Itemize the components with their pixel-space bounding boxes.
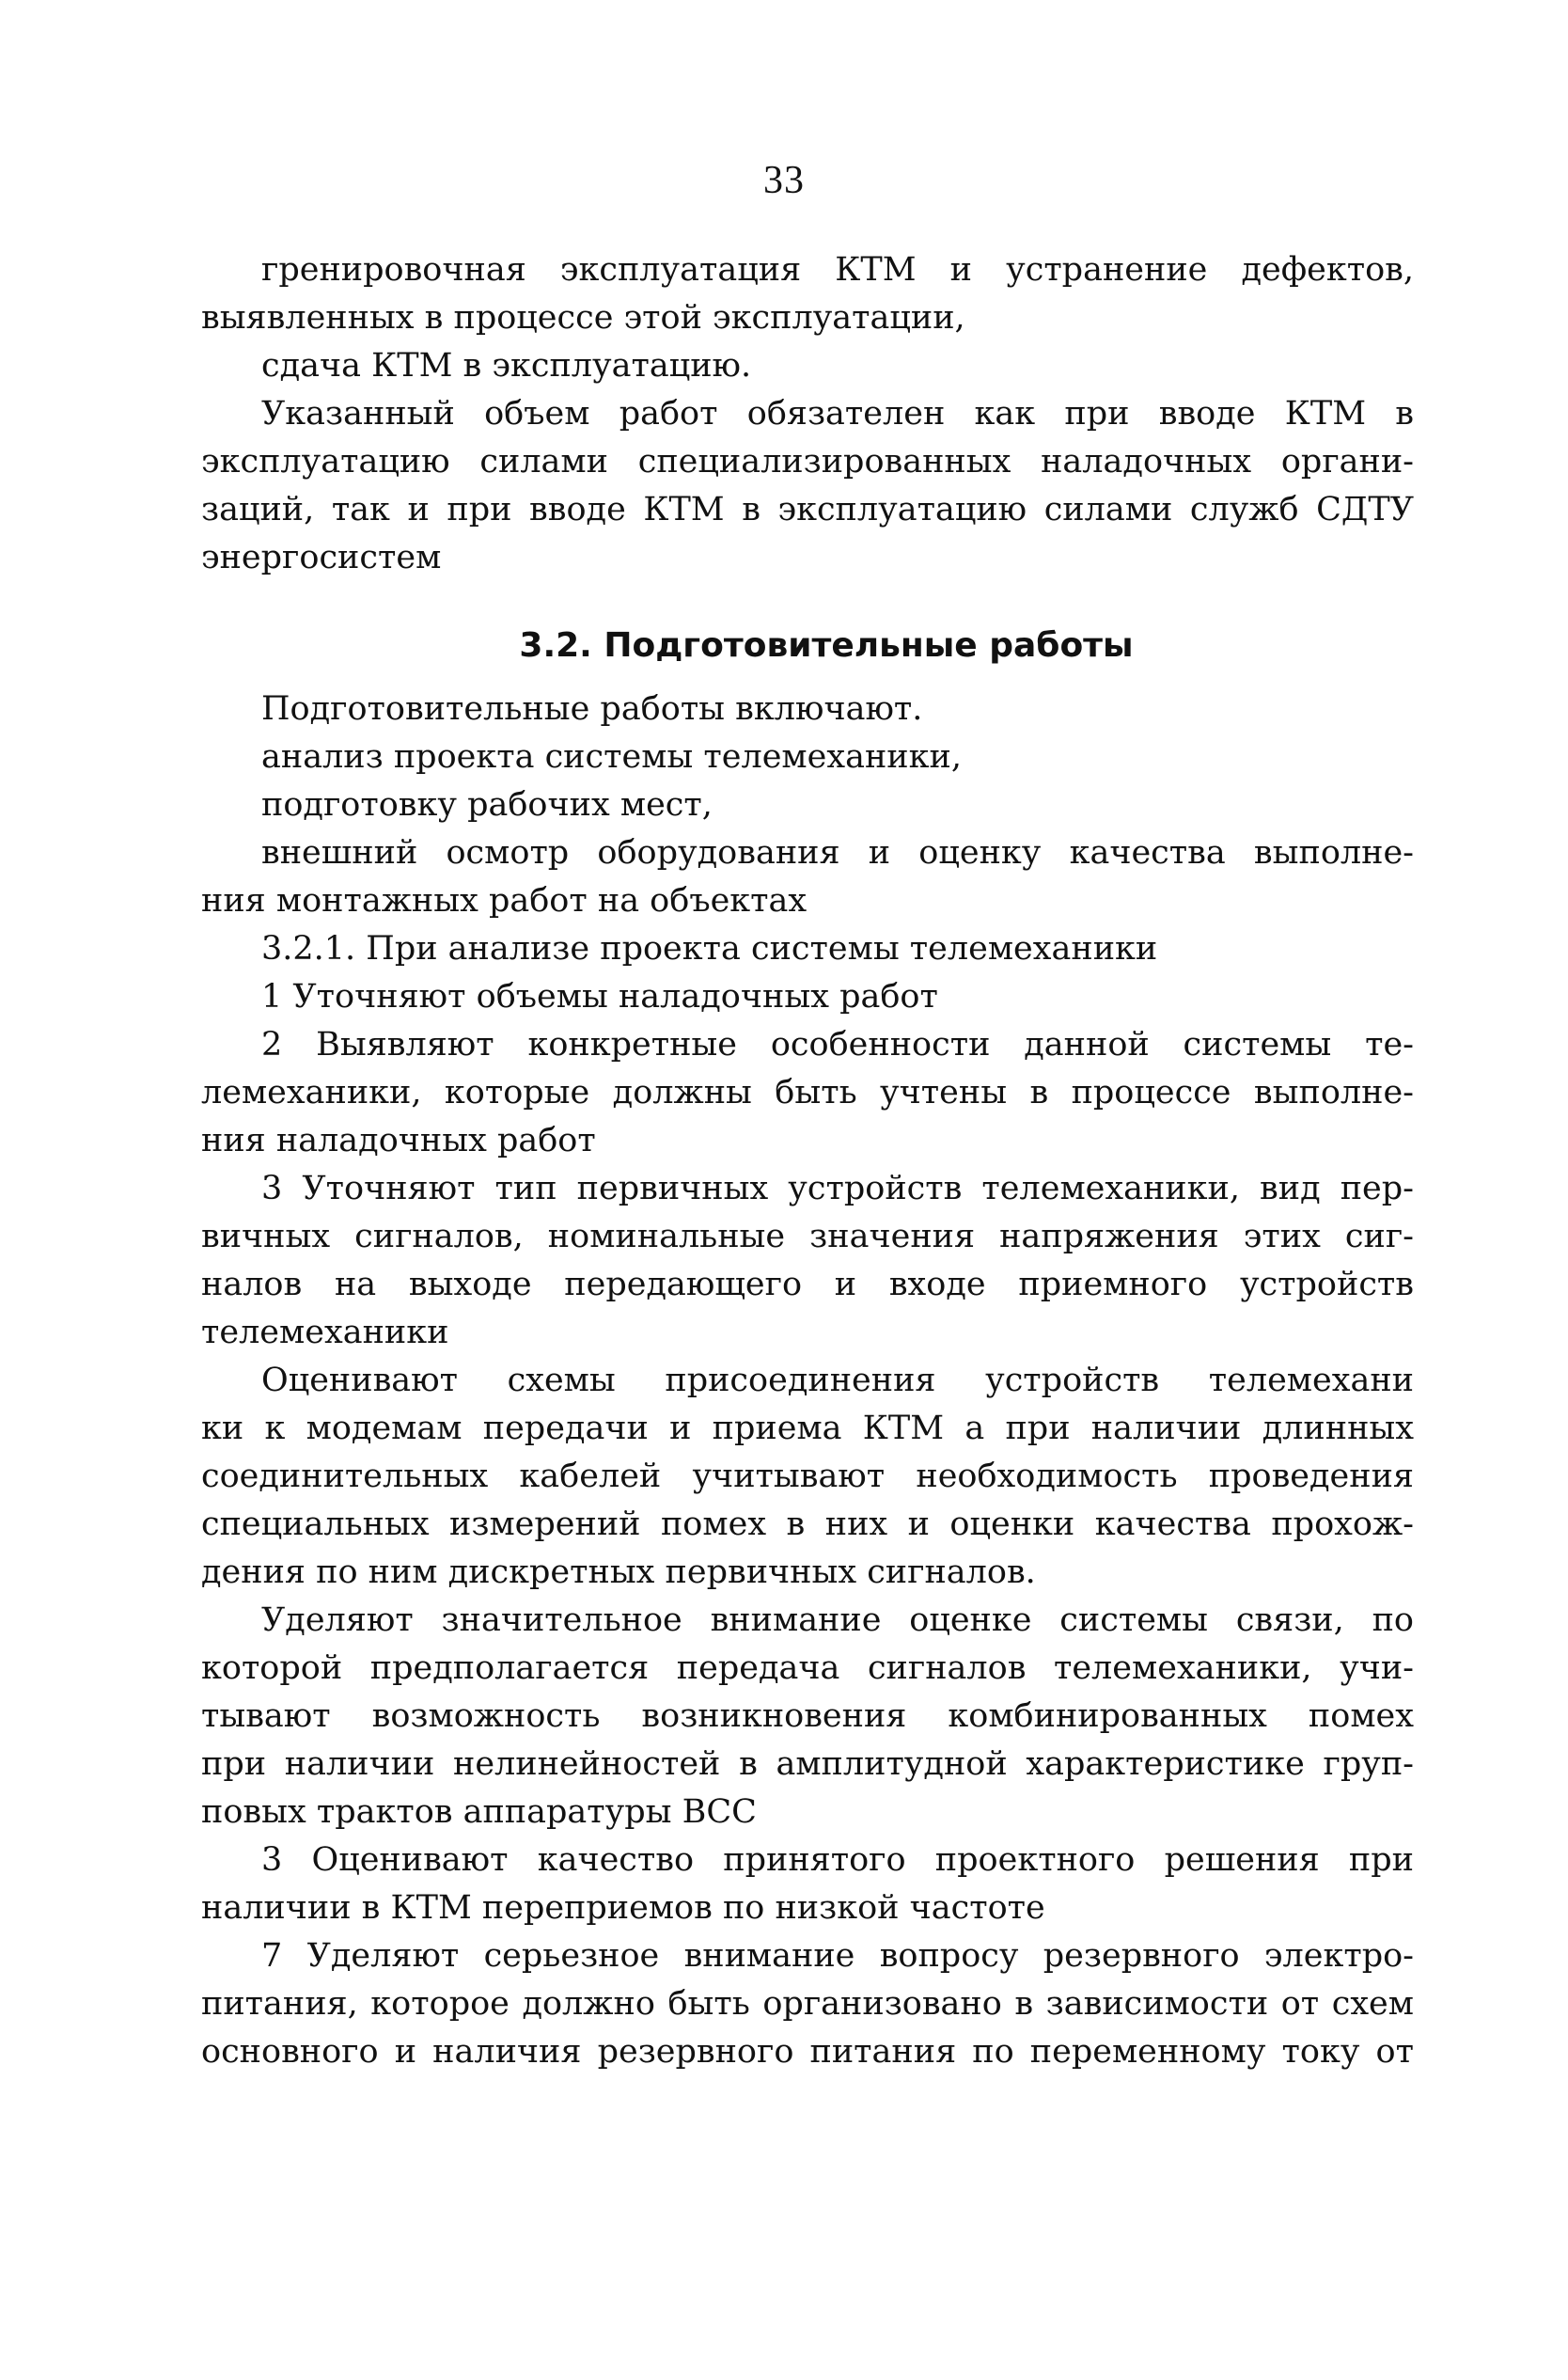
text-line: соединительных кабелей учитывают необходимость проведения [201, 1458, 1414, 1495]
text-line: налов на выходе передающего и входе приемного устройств [201, 1266, 1414, 1303]
text-line: вичных сигналов, номинальные значения напряжения этих сиг- [201, 1218, 1414, 1255]
text-line: которой предполагается передача сигналов телемеханики, учи- [201, 1649, 1414, 1687]
text-line: внешний осмотр оборудования и оценку качества выполне- [261, 834, 1414, 872]
text-line: Уделяют значительное внимание оценке системы связи, по [261, 1601, 1414, 1639]
text-line: специальных измерений помех в них и оценки качества прохож- [201, 1505, 1414, 1543]
text-line: 3 Оценивают качество принятого проектного решения при [261, 1841, 1414, 1879]
text-line: лемеханики, которые должны быть учтены в процессе выполне- [201, 1074, 1414, 1111]
text-line: 3 Уточняют тип первичных устройств телемеханики, вид пер- [261, 1170, 1414, 1207]
section-heading: 3.2. Подготовительные работы [519, 626, 1134, 665]
paragraph-block-preparatory-works [201, 686, 1414, 2076]
text-line: ки к модемам передачи и приема КТМ а при наличии длинных [201, 1410, 1414, 1447]
text-line: 2 Выявляют конкретные особенности данной системы те- [261, 1026, 1414, 1064]
text-line: 3.2.1. При анализе проекта системы телемеханики [261, 930, 1158, 968]
text-line: Оценивают схемы присоединения устройств телемехани [261, 1362, 1414, 1399]
text-line: телемеханики [201, 1314, 449, 1351]
text-line: наличии в КТМ переприемов по низкой частоте [201, 1889, 1045, 1927]
text-line: заций, так и при вводе КТМ в эксплуатацию силами служб СДТУ [201, 491, 1414, 528]
paragraph-block-intro [201, 246, 1414, 582]
text-line: основного и наличия резервного питания по переменному току от [201, 2033, 1414, 2071]
text-line: ния монтажных работ на объектах [201, 882, 808, 920]
text-line: при наличии нелинейностей в амплитудной характеристике груп- [201, 1745, 1414, 1783]
text-line: гренировочная эксплуатация КТМ и устранение дефектов, [261, 251, 1414, 289]
page-number: 33 [763, 159, 805, 202]
text-line: питания, которое должно быть организовано в зависимости от схем [201, 1985, 1414, 2023]
text-line: дения по ним дискретных первичных сигналов. [201, 1553, 1036, 1591]
text-line: повых трактов аппаратуры ВСС [201, 1793, 757, 1831]
text-line: подготовку рабочих мест, [261, 786, 713, 824]
text-line: сдача КТМ в эксплуатацию. [261, 347, 752, 385]
text-line: энергосистем [201, 539, 442, 576]
text-line: 7 Уделяют серьезное внимание вопросу резервного электро- [261, 1937, 1414, 1975]
text-line: тывают возможность возникновения комбинированных помех [201, 1697, 1414, 1735]
page-body [201, 246, 1414, 2076]
text-line: ния наладочных работ [201, 1122, 596, 1159]
text-line: эксплуатацию силами специализированных наладочных органи- [201, 443, 1414, 481]
text-line: анализ проекта системы телемеханики, [261, 738, 962, 776]
text-line: Подготовительные работы включают. [261, 690, 923, 728]
text-line: 1 Уточняют объемы наладочных работ [261, 978, 938, 1016]
text-line: Указанный объем работ обязателен как при вводе КТМ в [261, 395, 1414, 433]
text-line: выявленных в процессе этой эксплуатации, [201, 299, 965, 337]
